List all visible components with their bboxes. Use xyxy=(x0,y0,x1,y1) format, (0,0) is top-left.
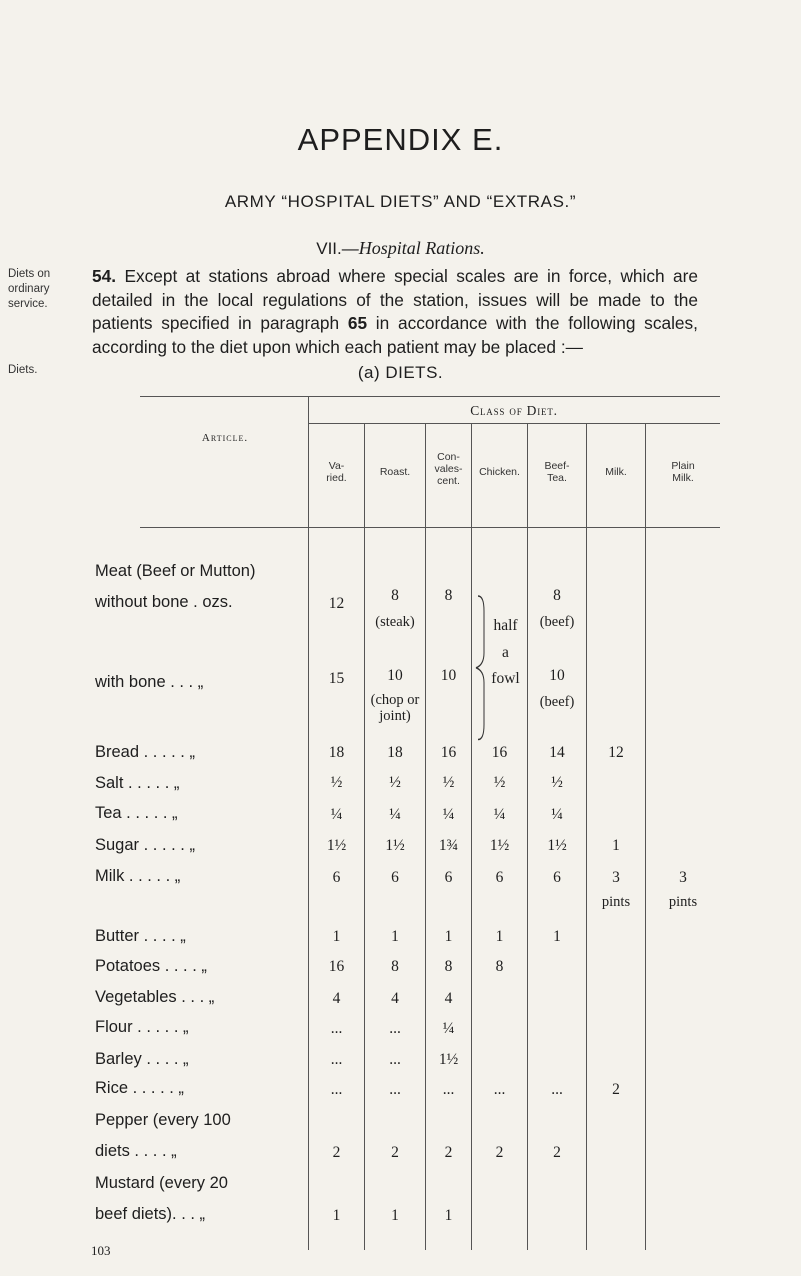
row-label-bread: Bread . . . . . „ xyxy=(95,742,195,761)
cell-sugar-varied: 1½ xyxy=(326,837,347,855)
cell-rice-varied: ... xyxy=(330,1080,343,1098)
cell-bread-beef-tea: 14 xyxy=(549,744,565,762)
row-label-tea: Tea . . . . . „ xyxy=(95,804,178,823)
row-label-rice: Rice . . . . . „ xyxy=(95,1079,184,1098)
col-header-beef-tea: Beef- Tea. xyxy=(544,460,570,484)
row-label-sugar: Sugar . . . . . „ xyxy=(95,835,195,854)
cell-vegetables-convalescent: 4 xyxy=(444,989,453,1007)
cell-bread-milk: 12 xyxy=(608,744,624,762)
cell-tea-beef-tea: ¼ xyxy=(551,805,563,823)
row-label-with-bone: with bone . . . „ xyxy=(95,672,204,691)
cell-pepper-chicken: 2 xyxy=(495,1143,504,1161)
chicken-note-a: a xyxy=(502,644,509,662)
row-label-flour: Flour . . . . . „ xyxy=(95,1018,189,1037)
cell-butter-beef-tea: 1 xyxy=(553,928,561,946)
cell-barley-roast: ... xyxy=(389,1051,401,1069)
cell-rice-beef-tea: ... xyxy=(551,1080,563,1098)
cell-butter-convalescent: 1 xyxy=(444,928,453,946)
cell-sugar-convalescent: 1¾ xyxy=(438,837,459,855)
row-label-meat: Meat (Beef or Mutton) xyxy=(95,562,256,580)
cell-sugar-roast: 1½ xyxy=(385,837,405,855)
cell-pepper-convalescent: 2 xyxy=(444,1143,453,1161)
cell-with-bone-convalescent: 10 xyxy=(440,666,457,684)
cell-pepper-beef-tea: 2 xyxy=(553,1143,561,1161)
table-top-rule xyxy=(140,396,720,397)
section-title-text: Hospital Rations. xyxy=(358,238,485,258)
cell-salt-roast: ½ xyxy=(389,774,401,792)
cell-pepper-varied: 2 xyxy=(332,1143,341,1161)
cell-without-bone-varied: 12 xyxy=(328,594,345,612)
cell-rice-milk: 2 xyxy=(612,1080,620,1098)
header-bottom-rule xyxy=(140,527,720,528)
cell-tea-varied: ¼ xyxy=(330,805,343,823)
cell-milk-plain-milk-unit: pints xyxy=(668,894,698,910)
row-label-butter: Butter . . . . „ xyxy=(95,926,186,945)
section-number: VII.— xyxy=(316,239,359,258)
class-header-rule xyxy=(308,423,720,424)
row-label-vegetables: Vegetables . . . „ xyxy=(95,988,215,1007)
cell-milk-roast: 6 xyxy=(391,868,399,886)
cell-rice-chicken: ... xyxy=(493,1080,506,1098)
cell-potatoes-varied: 16 xyxy=(328,958,345,976)
cell-bread-chicken: 16 xyxy=(491,744,508,762)
cell-sugar-chicken: 1½ xyxy=(489,837,510,855)
col-header-chicken: Chicken. xyxy=(479,466,520,478)
section-title xyxy=(0,238,801,259)
cell-rice-roast: ... xyxy=(389,1080,401,1098)
row-label-mustard-diets: beef diets). . . „ xyxy=(95,1205,206,1224)
cell-milk-milk: 3 xyxy=(612,868,620,886)
page-number: 103 xyxy=(91,1243,111,1258)
cell-salt-convalescent: ½ xyxy=(442,774,455,792)
cell-milk-chicken: 6 xyxy=(495,868,504,886)
paragraph-text-after: in accordance with the following scales, according to the diet upon which each patient may be placed :— xyxy=(92,313,698,357)
margin-note-diets: Diets. xyxy=(8,364,38,376)
diets-title: (a) DIETS. xyxy=(357,363,444,382)
cell-pepper-roast: 2 xyxy=(391,1143,399,1161)
document-subtitle: ARMY “HOSPITAL DIETS” AND “EXTRAS.” xyxy=(224,192,577,211)
cell-milk-milk-unit: pints xyxy=(601,894,631,910)
row-label-pepper-diets: diets . . . . „ xyxy=(95,1142,177,1161)
row-label-without-bone: without bone . ozs. xyxy=(95,593,233,612)
cell-without-bone-beef-tea: 8 xyxy=(553,587,561,605)
cell-salt-varied: ½ xyxy=(330,774,343,792)
paragraph-number: 54. xyxy=(92,266,117,286)
chicken-meat-note xyxy=(472,593,527,743)
paragraph-ref: 65 xyxy=(347,313,368,333)
cell-barley-varied: ... xyxy=(330,1051,343,1069)
cell-with-bone-beef-tea-note: (beef) xyxy=(539,693,575,710)
cell-with-bone-roast: 10 xyxy=(387,666,403,684)
cell-tea-roast: ¼ xyxy=(389,805,401,823)
cell-mustard-varied: 1 xyxy=(332,1206,341,1224)
cell-salt-beef-tea: ½ xyxy=(551,774,563,792)
col-header-milk: Milk. xyxy=(605,466,627,478)
cell-barley-convalescent: 1½ xyxy=(438,1051,459,1069)
cell-milk-varied: 6 xyxy=(332,868,341,886)
cell-with-bone-roast-note: (chop or joint) xyxy=(370,692,420,725)
cell-milk-plain-milk: 3 xyxy=(679,868,687,886)
col-header-convalescent: Con- vales- cent. xyxy=(434,451,463,487)
cell-without-bone-beef-tea-note: (beef) xyxy=(539,614,575,631)
row-label-salt: Salt . . . . . „ xyxy=(95,774,180,793)
row-label-barley: Barley . . . . „ xyxy=(95,1049,189,1068)
row-label-mustard: Mustard (every 20 xyxy=(95,1173,228,1192)
cell-flour-roast: ... xyxy=(389,1019,401,1037)
cell-with-bone-varied: 15 xyxy=(328,669,345,687)
cell-potatoes-convalescent: 8 xyxy=(444,958,453,976)
cell-butter-chicken: 1 xyxy=(495,928,504,946)
col-header-roast: Roast. xyxy=(379,466,411,478)
cell-bread-varied: 18 xyxy=(328,744,345,762)
cell-with-bone-beef-tea: 10 xyxy=(549,666,565,684)
cell-tea-convalescent: ¼ xyxy=(442,805,455,823)
cell-mustard-roast: 1 xyxy=(391,1206,399,1224)
row-label-milk: Milk . . . . . „ xyxy=(95,867,181,886)
col-header-plain-milk: Plain Milk. xyxy=(671,460,695,484)
article-header: Article. xyxy=(201,432,249,444)
row-label-potatoes: Potatoes . . . . „ xyxy=(95,956,207,975)
cell-potatoes-chicken: 8 xyxy=(495,958,504,976)
paragraph-text-before: Except at stations abroad where special scales are in force, which are detailed in the local regulations of the station, issues will be made to the patients specified in paragraph xyxy=(92,266,698,333)
cell-bread-convalescent: 16 xyxy=(440,744,457,762)
brace-icon xyxy=(472,593,527,743)
cell-flour-convalescent: ¼ xyxy=(442,1019,455,1037)
appendix-title: APPENDIX E. xyxy=(297,122,504,157)
cell-sugar-milk: 1 xyxy=(612,837,620,855)
cell-milk-convalescent: 6 xyxy=(444,868,453,886)
cell-potatoes-roast: 8 xyxy=(391,958,399,976)
cell-bread-roast: 18 xyxy=(387,744,403,762)
cell-without-bone-convalescent: 8 xyxy=(444,587,453,605)
cell-sugar-beef-tea: 1½ xyxy=(547,837,567,855)
cell-butter-roast: 1 xyxy=(391,928,399,946)
margin-note-ordinary: Diets on ordinary service. xyxy=(8,268,51,310)
cell-flour-varied: ... xyxy=(330,1019,343,1037)
cell-milk-beef-tea: 6 xyxy=(553,868,561,886)
column-divider xyxy=(645,423,646,1250)
cell-vegetables-roast: 4 xyxy=(391,989,399,1007)
row-label-pepper: Pepper (every 100 xyxy=(95,1110,231,1129)
cell-without-bone-roast-note: (steak) xyxy=(375,614,415,631)
chicken-note-half: half xyxy=(493,617,518,635)
class-of-diet-header: Class of Diet. xyxy=(470,403,558,418)
cell-without-bone-roast: 8 xyxy=(391,587,399,605)
cell-butter-varied: 1 xyxy=(332,928,341,946)
cell-vegetables-varied: 4 xyxy=(332,989,341,1007)
cell-tea-chicken: ¼ xyxy=(493,805,506,823)
cell-rice-convalescent: ... xyxy=(442,1080,455,1098)
chicken-note-fowl: fowl xyxy=(491,669,520,687)
paragraph-54 xyxy=(92,265,698,359)
cell-mustard-convalescent: 1 xyxy=(444,1206,453,1224)
col-header-varied: Va- ried. xyxy=(326,460,347,484)
cell-salt-chicken: ½ xyxy=(493,774,506,792)
